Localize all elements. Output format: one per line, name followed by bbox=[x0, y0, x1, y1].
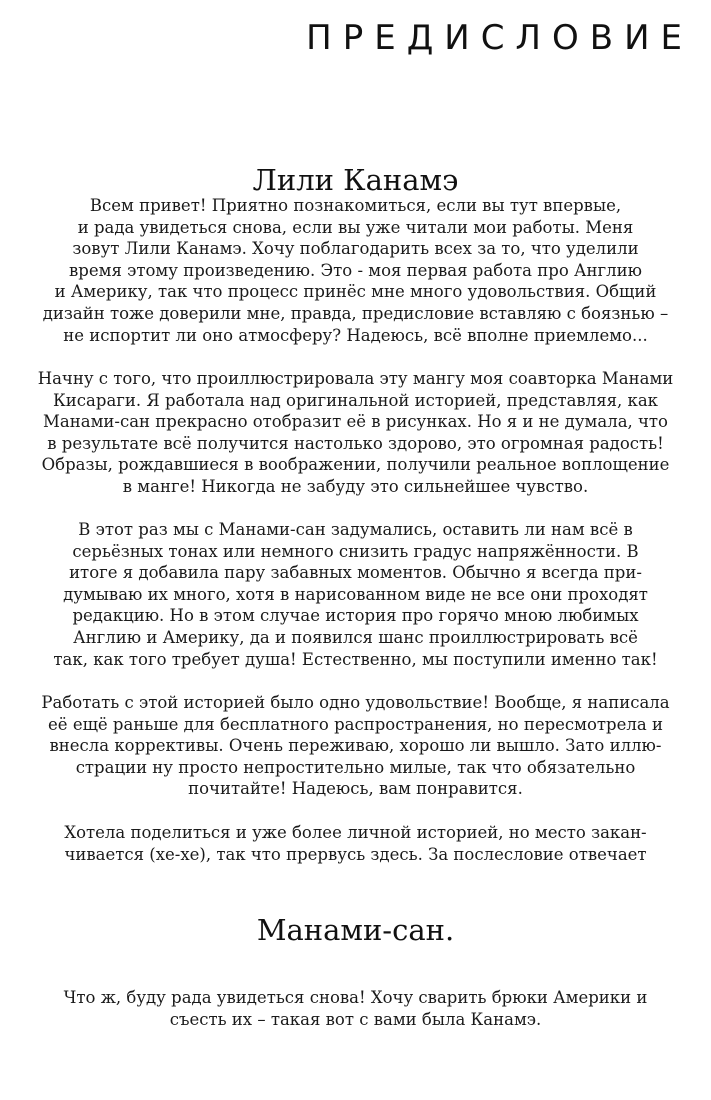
text-line: итоге я добавила пару забавных моментов. Обычно я всегда при- bbox=[69, 563, 642, 583]
text-line: так, как того требует душа! Естественно, мы поступили именно так! bbox=[53, 649, 658, 669]
text-line: серьёзных тонах или немного снизить градус напряжённости. В bbox=[72, 541, 639, 561]
text-line: её ещё раньше для бесплатного распространения, но пересмотрела и bbox=[48, 714, 663, 734]
author-name-heading: Лили Канамэ bbox=[252, 163, 459, 197]
paragraph-3 bbox=[20, 519, 691, 670]
page-title: ПРЕДИСЛОВИЕ bbox=[306, 18, 693, 58]
text-line: в результате всё получится настолько здорово, это огромная радость! bbox=[47, 433, 664, 453]
paragraph-2 bbox=[20, 368, 691, 498]
text-line: чивается (хе-хе), так что прервусь здесь. За послесловие отвечает bbox=[64, 844, 647, 864]
paragraph-5 bbox=[20, 822, 691, 865]
paragraph-1 bbox=[20, 195, 691, 346]
text-line: Англию и Америку, да и появился шанс проиллюстрировать всё bbox=[73, 627, 638, 647]
section-heading-manami: Манами-сан. bbox=[256, 913, 455, 947]
text-line: дизайн тоже доверили мне, правда, предисловие вставляю с боязнью – bbox=[42, 303, 669, 323]
text-line: зовут Лили Канамэ. Хочу поблагодарить всех за то, что уделили bbox=[72, 239, 639, 259]
text-line: Кисараги. Я работала над оригинальной историей, представляя, как bbox=[53, 390, 658, 410]
text-line: Всем привет! Приятно познакомиться, если вы тут впервые, bbox=[89, 196, 622, 215]
text-line: Манами-сан прекрасно отобразит её в рисунках. Но я и не думала, что bbox=[43, 412, 668, 432]
text-line: Начну с того, что проиллюстрировала эту мангу моя соавторка Манами bbox=[37, 369, 674, 388]
text-line: страции ну просто непростительно милые, так что обязательно bbox=[75, 757, 636, 777]
text-line: Работать с этой историей было одно удовольствие! Вообще, я написала bbox=[41, 693, 670, 712]
text-line: съесть их – такая вот с вами была Канамэ. bbox=[169, 1009, 542, 1029]
paragraph-4 bbox=[20, 692, 691, 800]
text-line: Хотела поделиться и уже более личной историей, но место закан- bbox=[64, 823, 647, 842]
text-line: и рада увидеться снова, если вы уже читали мои работы. Меня bbox=[77, 217, 634, 237]
text-line: в манге! Никогда не забуду это сильнейшее чувство. bbox=[122, 476, 589, 496]
text-line: думываю их много, хотя в нарисованном виде не все они проходят bbox=[63, 584, 648, 604]
text-line: Что ж, буду рада увидеться снова! Хочу сварить брюки Америки и bbox=[63, 988, 648, 1007]
text-line: внесла коррективы. Очень переживаю, хорошо ли вышло. Зато иллю- bbox=[49, 736, 662, 756]
text-line: время этому произведению. Это - моя первая работа про Англию bbox=[69, 260, 642, 280]
text-line: не испортит ли оно атмосферу? Надеюсь, всё вполне приемлемо... bbox=[63, 325, 648, 345]
text-line: Образы, рождавшиеся в воображении, получили реальное воплощение bbox=[41, 455, 670, 475]
paragraph-6 bbox=[20, 987, 691, 1030]
text-line: почитайте! Надеюсь, вам понравится. bbox=[188, 779, 523, 799]
text-line: и Америку, так что процесс принёс мне много удовольствия. Общий bbox=[54, 282, 657, 302]
text-line: редакцию. Но в этом случае история про горячо мною любимых bbox=[72, 606, 639, 626]
text-line: В этот раз мы с Манами-сан задумались, оставить ли нам всё в bbox=[78, 520, 633, 539]
